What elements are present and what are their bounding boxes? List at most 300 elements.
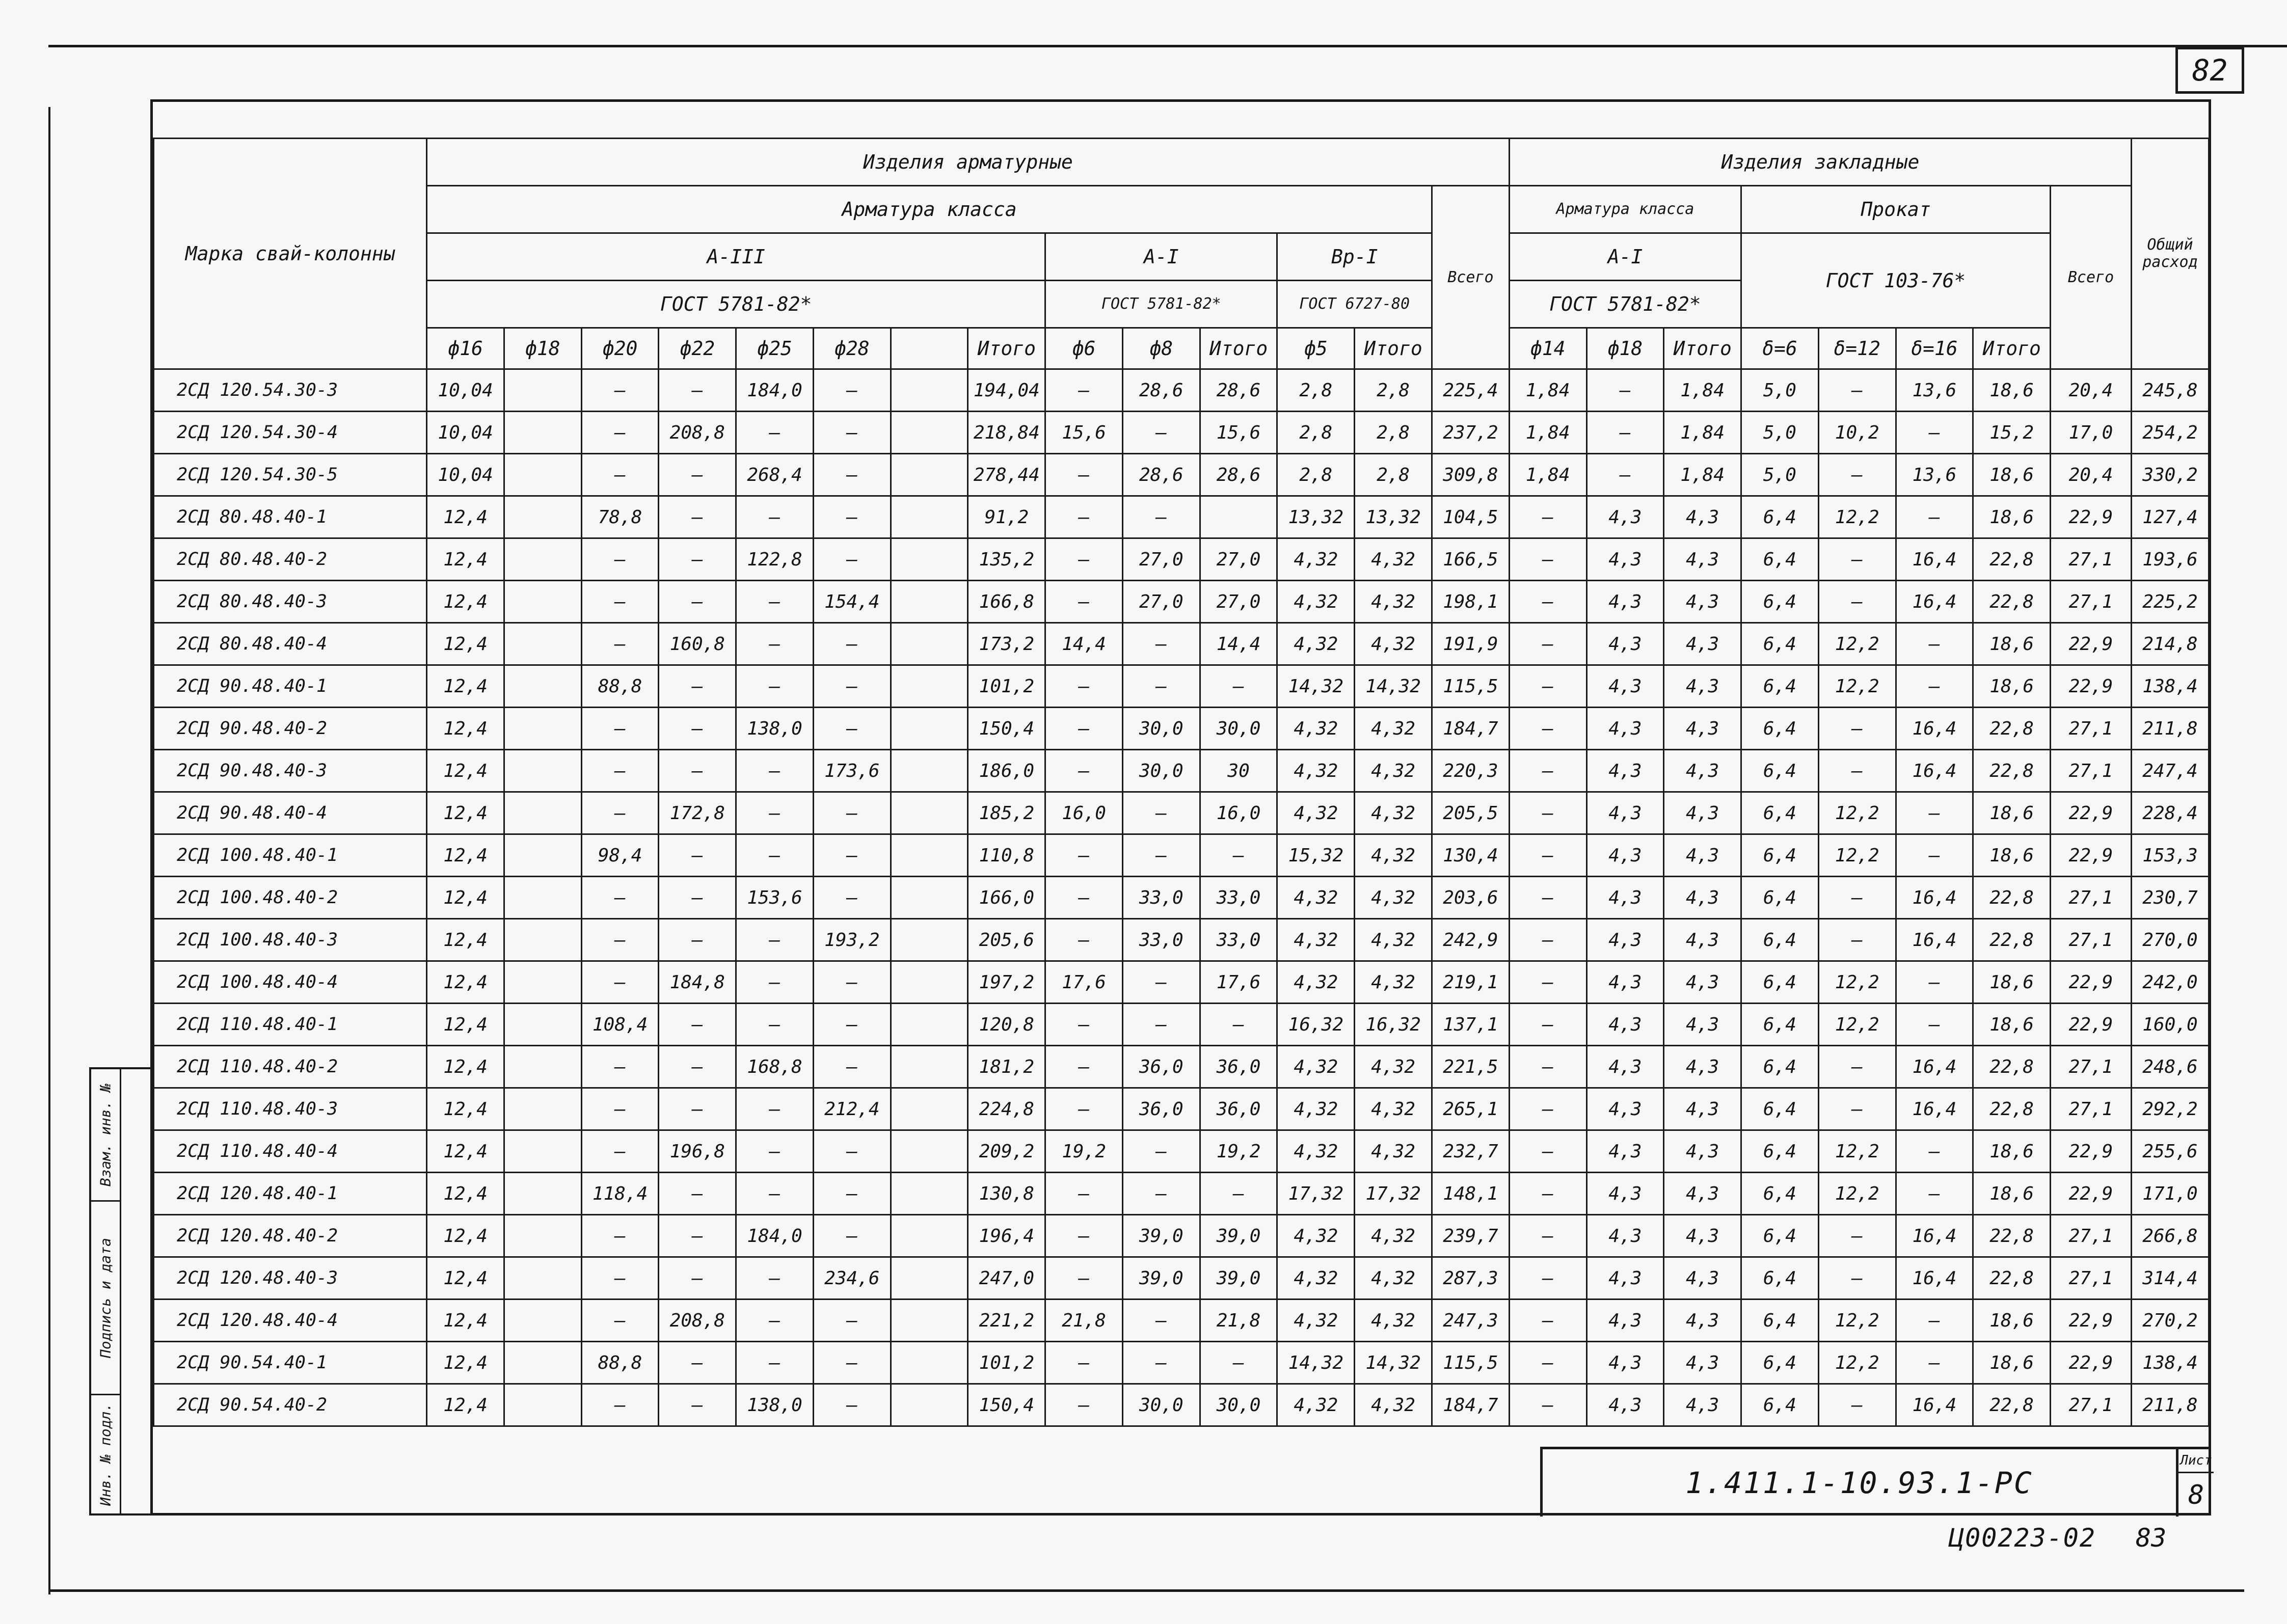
table-cell: 30,0 (1122, 750, 1200, 792)
table-cell (891, 454, 968, 496)
table-cell (504, 623, 581, 665)
header-embedded-products: Изделия закладные (1509, 139, 2131, 186)
table-cell: 10,04 (427, 454, 504, 496)
table-cell: 18,6 (1973, 665, 2051, 708)
table-cell: – (659, 581, 736, 623)
table-cell: 16,4 (1896, 538, 1973, 581)
table-cell: – (1896, 665, 1973, 708)
sub-header-cell: ф6 (1045, 328, 1123, 369)
table-cell: 4,3 (1664, 581, 1741, 623)
pile-mark-cell: 2СД 90.48.40-2 (154, 708, 427, 750)
table-cell: 4,3 (1664, 538, 1741, 581)
table-cell (504, 454, 581, 496)
table-cell (504, 834, 581, 877)
table-cell: 160,0 (2131, 1004, 2209, 1046)
table-cell: 4,32 (1277, 623, 1355, 665)
table-row (154, 1384, 2209, 1426)
table-cell: 20,4 (2051, 369, 2132, 412)
table-cell: – (659, 834, 736, 877)
table-cell: 4,32 (1277, 1257, 1355, 1300)
table-cell: 6,4 (1741, 708, 1819, 750)
table-cell: 287,3 (1432, 1257, 1509, 1300)
table-cell: – (1122, 665, 1200, 708)
table-cell: 18,6 (1973, 496, 2051, 538)
table-cell: 12,4 (427, 1215, 504, 1257)
table-cell: – (581, 1088, 659, 1130)
table-cell: 4,32 (1277, 792, 1355, 834)
table-cell: 237,2 (1432, 412, 1509, 454)
table-cell: – (581, 961, 659, 1004)
table-cell: 110,8 (968, 834, 1045, 877)
sub-header-cell: Итого (1355, 328, 1432, 369)
top-border-line (48, 45, 2287, 47)
table-row (154, 1215, 2209, 1257)
table-cell (504, 792, 581, 834)
table-cell: – (581, 1130, 659, 1173)
table-cell: 4,32 (1355, 750, 1432, 792)
sub-header-cell: ф28 (813, 328, 891, 369)
table-cell: – (1509, 1384, 1586, 1426)
table-cell: 1,84 (1664, 412, 1741, 454)
table-cell: 4,32 (1277, 961, 1355, 1004)
sub-header-cell: ф18 (1586, 328, 1664, 369)
table-cell: 18,6 (1973, 834, 2051, 877)
table-cell: 12,4 (427, 877, 504, 919)
steel-consumption-table (153, 138, 2210, 1503)
table-cell: – (813, 538, 891, 581)
table-cell: 4,3 (1664, 1215, 1741, 1257)
table-cell (891, 877, 968, 919)
table-cell: 208,8 (659, 1300, 736, 1342)
table-cell: 4,32 (1355, 1300, 1432, 1342)
table-cell: 4,3 (1586, 1088, 1664, 1130)
table-row (154, 792, 2209, 834)
table-cell: – (1045, 454, 1123, 496)
table-cell: – (1045, 1257, 1123, 1300)
pile-mark-cell: 2СД 110.48.40-3 (154, 1088, 427, 1130)
table-row (154, 369, 2209, 412)
table-cell: – (1896, 834, 1973, 877)
table-cell: 27,0 (1122, 538, 1200, 581)
table-cell (891, 1342, 968, 1384)
table-cell: 13,32 (1355, 496, 1432, 538)
side-stamp-inv: Инв. № подл. (97, 1402, 114, 1506)
table-cell: 292,2 (2131, 1088, 2209, 1130)
table-cell: 154,4 (813, 581, 891, 623)
table-cell: 4,32 (1277, 1300, 1355, 1342)
table-cell: 4,32 (1355, 581, 1432, 623)
table-cell: 1,84 (1509, 412, 1586, 454)
table-cell: 22,9 (2051, 834, 2132, 877)
table-cell: 4,32 (1355, 1384, 1432, 1426)
table-cell: 212,4 (813, 1088, 891, 1130)
table-cell: 22,8 (1973, 1257, 2051, 1300)
table-cell: 172,8 (659, 792, 736, 834)
table-cell: – (1818, 538, 1896, 581)
table-cell: – (1122, 1130, 1200, 1173)
table-cell: – (581, 1300, 659, 1342)
table-cell: 4,3 (1586, 1300, 1664, 1342)
table-cell: – (581, 750, 659, 792)
table-cell: 16,32 (1355, 1004, 1432, 1046)
table-cell: 4,32 (1355, 623, 1432, 665)
table-cell: 22,9 (2051, 792, 2132, 834)
table-cell: 18,6 (1973, 1173, 2051, 1215)
pile-mark-cell: 2СД 110.48.40-2 (154, 1046, 427, 1088)
table-cell: – (659, 538, 736, 581)
table-row (154, 496, 2209, 538)
table-cell: – (1122, 1004, 1200, 1046)
table-cell: 27,0 (1122, 581, 1200, 623)
table-cell: 4,32 (1277, 1046, 1355, 1088)
table-cell (504, 369, 581, 412)
table-cell: – (1509, 623, 1586, 665)
sub-header-cell: ф16 (427, 328, 504, 369)
table-cell: – (1509, 1130, 1586, 1173)
table-cell: – (813, 1215, 891, 1257)
table-cell: 22,9 (2051, 1342, 2132, 1384)
table-cell: 6,4 (1741, 581, 1819, 623)
table-cell: 5,0 (1741, 369, 1819, 412)
table-cell: – (1509, 1088, 1586, 1130)
table-cell: – (659, 1257, 736, 1300)
table-cell: 27,1 (2051, 919, 2132, 961)
table-cell: 194,04 (968, 369, 1045, 412)
table-cell (504, 961, 581, 1004)
sub-header-cell: δ=16 (1896, 328, 1973, 369)
table-cell: 184,8 (659, 961, 736, 1004)
table-cell: 4,3 (1664, 665, 1741, 708)
table-cell: – (1509, 919, 1586, 961)
table-cell: – (1122, 1342, 1200, 1384)
header-mark: Марка свай-колонны (154, 139, 427, 369)
table-cell: 4,32 (1355, 708, 1432, 750)
pile-mark-cell: 2СД 120.48.40-2 (154, 1215, 427, 1257)
table-cell: – (736, 665, 814, 708)
table-cell (504, 412, 581, 454)
table-cell: 4,3 (1586, 1342, 1664, 1384)
table-cell: 12,4 (427, 1130, 504, 1173)
table-cell: 12,4 (427, 750, 504, 792)
table-cell: – (813, 708, 891, 750)
table-cell (891, 412, 968, 454)
table-cell: 4,3 (1664, 1342, 1741, 1384)
table-row (154, 750, 2209, 792)
header-emb-armature-class: Арматура класса (1509, 186, 1741, 233)
table-cell (504, 877, 581, 919)
table-cell: 36,0 (1200, 1088, 1277, 1130)
table-cell: 2,8 (1355, 412, 1432, 454)
table-cell: 22,8 (1973, 708, 2051, 750)
table-cell: 88,8 (581, 1342, 659, 1384)
table-cell: 22,8 (1973, 877, 2051, 919)
table-cell: 4,3 (1664, 1300, 1741, 1342)
table-cell: 21,8 (1200, 1300, 1277, 1342)
table-cell: – (813, 454, 891, 496)
table-cell: 10,04 (427, 369, 504, 412)
side-stamp-vzam-cell (91, 1069, 120, 1202)
pile-mark-cell: 2СД 90.48.40-4 (154, 792, 427, 834)
table-cell: 4,3 (1586, 1173, 1664, 1215)
table-cell: 16,0 (1200, 792, 1277, 834)
sub-header-cell (891, 328, 968, 369)
table-cell: – (1818, 877, 1896, 919)
table-cell: 78,8 (581, 496, 659, 538)
table-cell: – (581, 454, 659, 496)
table-cell: – (659, 1004, 736, 1046)
table-cell: 18,6 (1973, 623, 2051, 665)
table-cell: 22,9 (2051, 623, 2132, 665)
table-cell: – (1509, 834, 1586, 877)
table-cell (504, 538, 581, 581)
table-cell: – (736, 581, 814, 623)
table-cell: 12,2 (1818, 1004, 1896, 1046)
sub-header-cell: ф18 (504, 328, 581, 369)
table-cell: – (813, 1046, 891, 1088)
sub-header-cell: Итого (968, 328, 1045, 369)
side-stamp-podpis: Подпись и дата (97, 1237, 114, 1358)
table-cell: 4,3 (1586, 1215, 1664, 1257)
header-armature-class: Арматура класса (427, 186, 1432, 233)
table-cell: 33,0 (1200, 877, 1277, 919)
table-cell: 4,32 (1277, 1384, 1355, 1426)
table-cell: 36,0 (1122, 1046, 1200, 1088)
pile-mark-cell: 2СД 110.48.40-4 (154, 1130, 427, 1173)
pile-mark-cell: 2СД 90.48.40-3 (154, 750, 427, 792)
table-cell: 108,4 (581, 1004, 659, 1046)
table-cell: 4,32 (1355, 1257, 1432, 1300)
table-cell: – (1509, 1004, 1586, 1046)
table-cell: 12,2 (1818, 1173, 1896, 1215)
table-cell: – (1122, 792, 1200, 834)
table-cell: 230,7 (2131, 877, 2209, 919)
table-cell: – (1509, 877, 1586, 919)
table-cell: 127,4 (2131, 496, 2209, 538)
table-cell: 6,4 (1741, 834, 1819, 877)
table-cell: – (813, 1300, 891, 1342)
table-cell: 12,4 (427, 919, 504, 961)
table-cell: – (581, 919, 659, 961)
table-cell: 247,3 (1432, 1300, 1509, 1342)
table-row (154, 919, 2209, 961)
table-cell: 2,8 (1355, 369, 1432, 412)
table-cell: – (813, 877, 891, 919)
table-cell: 30,0 (1122, 1384, 1200, 1426)
table-cell: 330,2 (2131, 454, 2209, 496)
table-cell (504, 1088, 581, 1130)
table-cell: – (1896, 1004, 1973, 1046)
table-cell: 22,8 (1973, 750, 2051, 792)
table-cell: – (1896, 412, 1973, 454)
table-cell: 91,2 (968, 496, 1045, 538)
table-cell: 18,6 (1973, 1300, 2051, 1342)
table-cell: 12,2 (1818, 1130, 1896, 1173)
sub-header-cell: Итого (1200, 328, 1277, 369)
table-cell: – (659, 877, 736, 919)
table-cell: – (659, 369, 736, 412)
table-cell: 4,3 (1586, 961, 1664, 1004)
table-cell: 2,8 (1277, 369, 1355, 412)
pile-mark-cell: 2СД 80.48.40-2 (154, 538, 427, 581)
table-cell: – (1896, 623, 1973, 665)
table-row (154, 1004, 2209, 1046)
table-cell: 137,1 (1432, 1004, 1509, 1046)
table-cell: 218,84 (968, 412, 1045, 454)
table-cell: 6,4 (1741, 1342, 1819, 1384)
table-cell: – (1509, 538, 1586, 581)
table-cell: – (736, 750, 814, 792)
table-cell: 22,9 (2051, 496, 2132, 538)
table-cell: 27,1 (2051, 538, 2132, 581)
sub-header-cell: δ=6 (1741, 328, 1819, 369)
order-page-number: 83 (2136, 1523, 2167, 1553)
table-cell: – (1586, 454, 1664, 496)
table-cell: – (736, 1300, 814, 1342)
table-cell (891, 1173, 968, 1215)
table-cell: 12,4 (427, 1342, 504, 1384)
table-cell: – (1818, 919, 1896, 961)
table-cell: 30,0 (1122, 708, 1200, 750)
table-cell: 221,2 (968, 1300, 1045, 1342)
table-cell: 18,6 (1973, 1130, 2051, 1173)
table-cell: 4,3 (1586, 708, 1664, 750)
table-cell: 16,4 (1896, 1046, 1973, 1088)
table-cell: 153,6 (736, 877, 814, 919)
table-cell: 196,8 (659, 1130, 736, 1173)
table-cell: 205,5 (1432, 792, 1509, 834)
table-cell: 4,3 (1586, 1130, 1664, 1173)
table-cell: – (1896, 1300, 1973, 1342)
header-row-3 (154, 233, 2209, 281)
table-cell: – (1045, 581, 1123, 623)
header-row-1 (154, 139, 2209, 186)
table-cell: 88,8 (581, 665, 659, 708)
table-cell: 4,3 (1586, 1004, 1664, 1046)
table-cell: 2,8 (1277, 454, 1355, 496)
table-cell: – (1045, 877, 1123, 919)
table-cell: 22,9 (2051, 1300, 2132, 1342)
order-number: Ц00223-02 (1949, 1523, 2096, 1553)
table-cell: 30,0 (1200, 708, 1277, 750)
table-cell: 28,6 (1122, 454, 1200, 496)
table-cell: 232,7 (1432, 1130, 1509, 1173)
table-cell (891, 1004, 968, 1046)
table-cell: 12,2 (1818, 1342, 1896, 1384)
table-cell: – (736, 1088, 814, 1130)
table-cell: 255,6 (2131, 1130, 2209, 1173)
table-cell: – (813, 792, 891, 834)
table-cell: 27,1 (2051, 708, 2132, 750)
table-cell: – (736, 623, 814, 665)
table-cell: 4,32 (1277, 538, 1355, 581)
header-overall: Общий расход (2131, 139, 2209, 369)
pile-mark-cell: 2СД 120.48.40-3 (154, 1257, 427, 1300)
table-cell: 6,4 (1741, 877, 1819, 919)
table-cell: 166,5 (1432, 538, 1509, 581)
pile-mark-cell: 2СД 80.48.40-1 (154, 496, 427, 538)
sheet-label: Лист (2178, 1449, 2214, 1473)
table-cell: 36,0 (1122, 1088, 1200, 1130)
table-cell: – (1509, 1342, 1586, 1384)
pile-mark-cell: 2СД 110.48.40-1 (154, 1004, 427, 1046)
header-class-a3: А-III (427, 233, 1045, 281)
pile-mark-cell: 2СД 100.48.40-1 (154, 834, 427, 877)
table-cell: – (581, 369, 659, 412)
table-cell (891, 1300, 968, 1342)
table-cell: 22,8 (1973, 1215, 2051, 1257)
table-cell: 15,6 (1045, 412, 1123, 454)
table-cell: 4,3 (1664, 1173, 1741, 1215)
table-cell: 22,8 (1973, 581, 2051, 623)
table-cell: 6,4 (1741, 1384, 1819, 1426)
table-cell: 27,0 (1200, 581, 1277, 623)
table-cell: – (736, 961, 814, 1004)
sheet-cell (2176, 1449, 2214, 1517)
table-cell: – (1122, 834, 1200, 877)
table-cell: 12,4 (427, 538, 504, 581)
table-cell: 6,4 (1741, 1130, 1819, 1173)
table-cell: 12,2 (1818, 961, 1896, 1004)
sub-header-cell: Итого (1973, 328, 2051, 369)
table-cell: 6,4 (1741, 1257, 1819, 1300)
table-cell: 14,4 (1045, 623, 1123, 665)
table-cell: – (813, 1342, 891, 1384)
title-block (1540, 1447, 2211, 1517)
table-cell: 4,32 (1277, 1088, 1355, 1130)
table-cell: 33,0 (1122, 919, 1200, 961)
table-cell: – (813, 412, 891, 454)
table-cell: 4,3 (1586, 750, 1664, 792)
table-cell: 173,6 (813, 750, 891, 792)
table-cell: 4,32 (1277, 581, 1355, 623)
table-row (154, 1342, 2209, 1384)
table-cell: 135,2 (968, 538, 1045, 581)
table-row (154, 1130, 2209, 1173)
sheet-number: 8 (2188, 1479, 2204, 1510)
table-cell: – (581, 623, 659, 665)
table-cell: 242,0 (2131, 961, 2209, 1004)
pile-mark-cell: 2СД 90.54.40-1 (154, 1342, 427, 1384)
table-cell: 4,32 (1277, 750, 1355, 792)
table-cell: – (1045, 1173, 1123, 1215)
table-body (154, 369, 2209, 1504)
table-cell: 160,8 (659, 623, 736, 665)
table-cell: 184,7 (1432, 1384, 1509, 1426)
header-emb-gost-5781: ГОСТ 5781-82* (1509, 281, 1741, 328)
table-cell: 22,8 (1973, 1384, 2051, 1426)
table-cell: – (813, 1384, 891, 1426)
table-cell: 27,1 (2051, 1088, 2132, 1130)
table-cell: 221,5 (1432, 1046, 1509, 1088)
table-cell: 166,8 (968, 581, 1045, 623)
table-row (154, 1257, 2209, 1300)
table-cell: – (1045, 919, 1123, 961)
table-cell: – (1509, 1046, 1586, 1088)
table-cell: – (659, 496, 736, 538)
table-cell: 153,3 (2131, 834, 2209, 877)
table-cell: – (1045, 369, 1123, 412)
table-cell: 12,4 (427, 1046, 504, 1088)
table-cell: 14,32 (1277, 665, 1355, 708)
table-cell: 118,4 (581, 1173, 659, 1215)
table-cell: – (1509, 1215, 1586, 1257)
table-cell: 5,0 (1741, 454, 1819, 496)
table-cell: 208,8 (659, 412, 736, 454)
pile-mark-cell: 2СД 100.48.40-3 (154, 919, 427, 961)
table-cell: 2,8 (1277, 412, 1355, 454)
table-cell: 211,8 (2131, 1384, 2209, 1426)
pile-mark-cell: 2СД 120.54.30-3 (154, 369, 427, 412)
